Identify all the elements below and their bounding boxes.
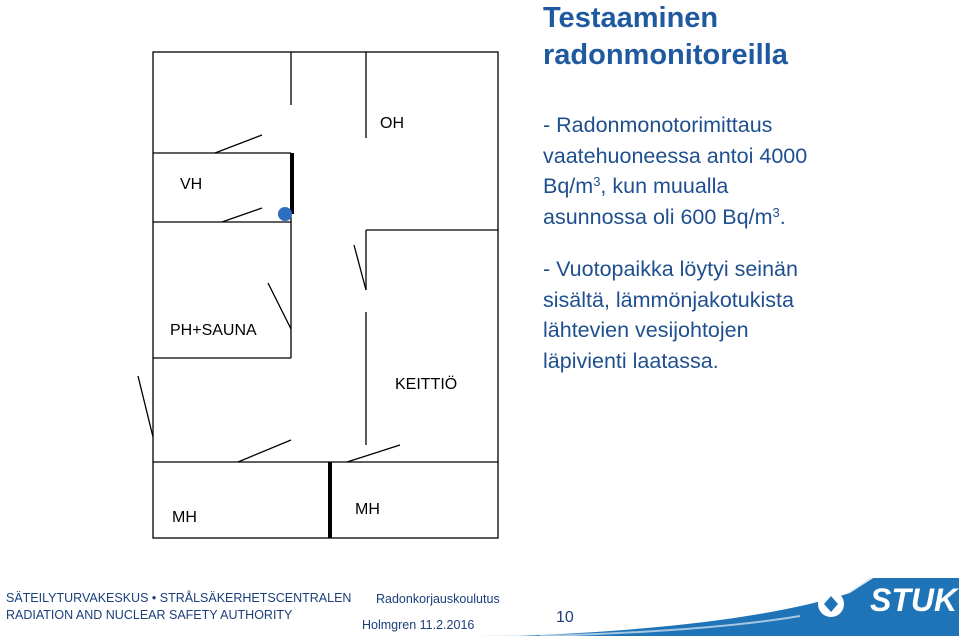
slide-body	[543, 110, 953, 376]
room-label-keittio: KEITTIÖ	[395, 376, 458, 393]
footer-author-date: Holmgren 11.2.2016	[362, 618, 475, 632]
slide-title-line2: radonmonitoreilla	[543, 39, 788, 71]
bullet1-line3b: , kun muualla	[600, 174, 729, 198]
page-number: 10	[556, 609, 574, 626]
footer-course: Radonkorjauskoulutus	[376, 592, 500, 606]
bullet1-line1: - Radonmonotorimittaus	[543, 113, 773, 137]
room-label-mh-right: MH	[355, 501, 380, 518]
bullet-measurement	[543, 110, 953, 232]
room-label-vh: VH	[180, 176, 203, 193]
room-label-mh-left: MH	[172, 509, 197, 526]
stuk-logo-graphic	[0, 578, 959, 636]
bullet2-line4: läpivienti laatassa.	[543, 348, 719, 373]
room-label-oh: OH	[380, 115, 404, 132]
slide-title	[543, 0, 953, 74]
bullet2-line2: sisältä, lämmönjakotukista	[543, 287, 794, 312]
bullet1-line4b: .	[779, 204, 786, 229]
bullet2-line1: - Vuotopaikka löytyi seinän	[543, 257, 798, 281]
room-label-ph-sauna: PH+SAUNA	[170, 322, 257, 339]
bullet1-line3a: Bq/m	[543, 174, 594, 198]
radon-monitor-marker	[278, 207, 292, 221]
footer-org-line1: SÄTEILYTURVAKESKUS • STRÅLSÄKERHETSCENTRALEN	[6, 591, 352, 605]
bullet1-line2: vaatehuoneessa antoi 4000	[543, 143, 808, 168]
stuk-logo-text: STUK	[870, 582, 958, 618]
slide-title-line1: Testaaminen	[543, 2, 719, 34]
bullet1-line3-superscript: 3	[593, 174, 601, 189]
bullet1-line4a: asunnossa oli 600 Bq/m	[543, 204, 773, 229]
bullet2-line3: lähtevien vesijohtojen	[543, 318, 749, 342]
bullet1-line4-superscript: 3	[772, 204, 780, 220]
bullet-leak-location	[543, 254, 953, 376]
footer-org-line2: RADIATION AND NUCLEAR SAFETY AUTHORITY	[6, 608, 293, 622]
